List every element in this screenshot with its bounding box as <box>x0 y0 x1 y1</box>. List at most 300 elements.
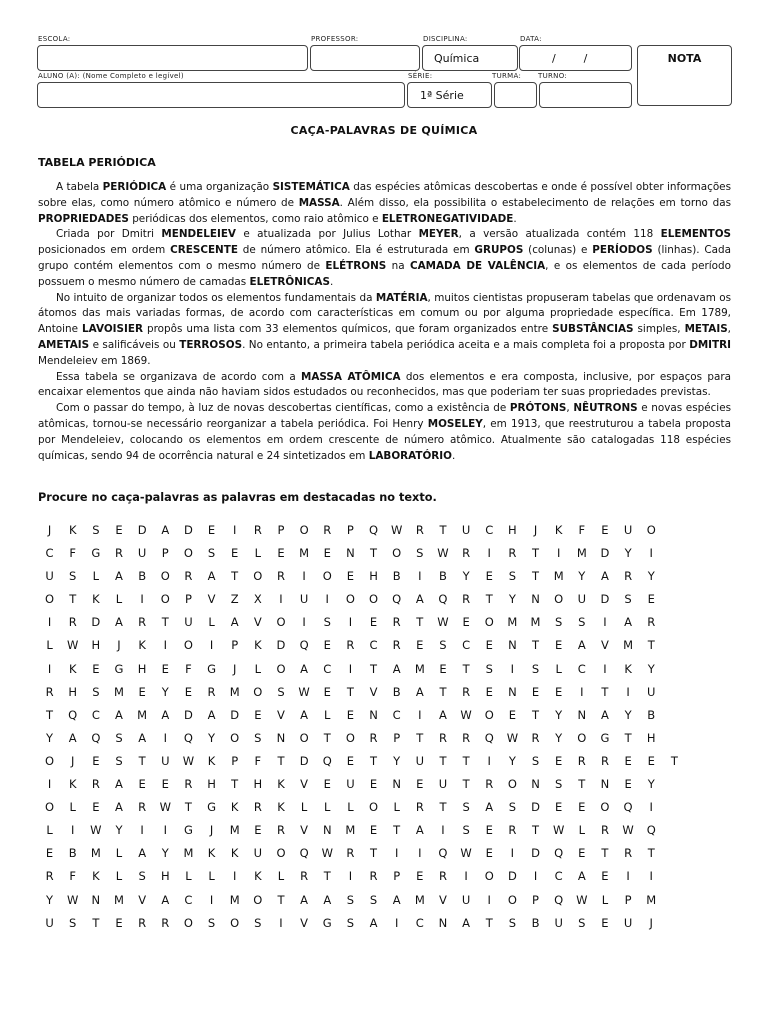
grid-letter[interactable]: I <box>533 869 538 884</box>
grid-letter[interactable]: E <box>485 823 493 838</box>
grid-letter[interactable]: Q <box>322 753 332 768</box>
grid-letter[interactable]: P <box>624 892 632 907</box>
grid-letter[interactable]: L <box>324 707 331 722</box>
grid-letter[interactable]: R <box>392 615 401 630</box>
grid-letter[interactable]: C <box>415 915 424 930</box>
grid-letter[interactable]: S <box>531 753 540 768</box>
grid-letter[interactable]: R <box>91 777 100 792</box>
serie-field[interactable] <box>407 82 492 108</box>
grid-letter[interactable]: Q <box>299 638 309 653</box>
grid-letter[interactable]: L <box>69 800 76 815</box>
grid-letter[interactable]: R <box>508 546 517 561</box>
grid-letter[interactable]: E <box>624 753 632 768</box>
grid-letter[interactable]: M <box>229 684 240 699</box>
turno-field[interactable] <box>539 82 632 108</box>
grid-letter[interactable]: R <box>276 569 285 584</box>
grid-letter[interactable]: I <box>279 592 283 607</box>
grid-letter[interactable]: V <box>300 777 309 792</box>
grid-letter[interactable]: M <box>623 638 634 653</box>
grid-letter[interactable]: L <box>601 892 609 907</box>
grid-letter[interactable]: F <box>578 523 586 537</box>
grid-letter[interactable]: O <box>299 730 309 745</box>
grid-letter[interactable]: I <box>302 569 306 584</box>
grid-letter[interactable]: T <box>277 892 285 907</box>
grid-letter[interactable]: Y <box>555 730 563 745</box>
grid-letter[interactable]: T <box>532 569 540 584</box>
grid-letter[interactable]: M <box>114 684 124 699</box>
grid-letter[interactable]: R <box>138 915 147 930</box>
grid-letter[interactable]: R <box>600 823 609 838</box>
grid-letter[interactable]: U <box>577 592 587 607</box>
grid-letter[interactable]: U <box>45 569 54 584</box>
grid-letter[interactable]: C <box>462 638 471 653</box>
grid-letter[interactable]: S <box>277 684 285 699</box>
grid-letter[interactable]: L <box>393 800 400 815</box>
grid-letter[interactable]: W <box>321 846 333 861</box>
grid-letter[interactable]: H <box>253 777 263 792</box>
grid-letter[interactable]: D <box>276 638 286 653</box>
grid-letter[interactable]: P <box>231 753 239 768</box>
grid-letter[interactable]: I <box>140 592 144 607</box>
grid-letter[interactable]: L <box>92 569 100 584</box>
grid-letter[interactable]: E <box>555 753 563 768</box>
grid-letter[interactable]: M <box>576 546 587 561</box>
grid-letter[interactable]: H <box>137 661 147 676</box>
turma-field[interactable] <box>494 82 537 108</box>
grid-letter[interactable]: I <box>603 661 607 676</box>
grid-letter[interactable]: E <box>555 800 563 815</box>
grid-letter[interactable]: K <box>207 846 216 861</box>
grid-letter[interactable]: P <box>277 523 285 537</box>
grid-letter[interactable]: S <box>555 615 563 630</box>
grid-letter[interactable]: L <box>254 546 262 561</box>
grid-letter[interactable]: O <box>484 615 494 630</box>
grid-letter[interactable]: R <box>392 638 401 653</box>
grid-letter[interactable]: J <box>649 915 653 930</box>
grid-letter[interactable]: T <box>670 753 678 768</box>
grid-letter[interactable]: O <box>554 592 564 607</box>
grid-letter[interactable]: I <box>232 869 237 884</box>
grid-letter[interactable]: F <box>69 546 77 561</box>
grid-letter[interactable]: A <box>115 615 123 630</box>
grid-letter[interactable]: T <box>46 707 54 722</box>
grid-letter[interactable]: S <box>115 730 123 745</box>
grid-letter[interactable]: O <box>253 569 263 584</box>
grid-letter[interactable]: I <box>626 869 630 884</box>
grid-letter[interactable]: T <box>370 753 378 768</box>
grid-letter[interactable]: E <box>184 684 193 699</box>
grid-letter[interactable]: E <box>647 592 655 607</box>
grid-letter[interactable]: A <box>115 707 123 722</box>
grid-letter[interactable]: I <box>487 892 491 907</box>
grid-letter[interactable]: R <box>462 730 471 745</box>
grid-letter[interactable]: V <box>300 915 309 930</box>
grid-letter[interactable]: N <box>369 707 378 722</box>
grid-letter[interactable]: E <box>531 684 540 699</box>
grid-letter[interactable]: T <box>485 592 493 607</box>
grid-letter[interactable]: S <box>346 892 355 907</box>
grid-letter[interactable]: A <box>462 915 471 930</box>
grid-letter[interactable]: O <box>276 661 286 676</box>
grid-letter[interactable]: Y <box>508 753 516 768</box>
grid-letter[interactable]: A <box>138 846 147 861</box>
grid-letter[interactable]: T <box>485 915 493 930</box>
grid-letter[interactable]: E <box>601 523 609 537</box>
grid-letter[interactable]: D <box>507 869 517 884</box>
grid-letter[interactable]: H <box>160 869 170 884</box>
grid-letter[interactable]: Y <box>46 892 54 907</box>
grid-letter[interactable]: K <box>92 869 100 884</box>
grid-letter[interactable]: N <box>322 823 332 838</box>
grid-letter[interactable]: O <box>322 569 332 584</box>
grid-letter[interactable]: A <box>207 707 216 722</box>
grid-letter[interactable]: B <box>392 684 401 699</box>
grid-letter[interactable]: T <box>601 846 609 861</box>
grid-letter[interactable]: R <box>369 730 378 745</box>
grid-letter[interactable]: I <box>464 869 468 884</box>
grid-letter[interactable]: U <box>253 846 263 861</box>
grid-letter[interactable]: R <box>531 730 540 745</box>
grid-letter[interactable]: D <box>531 846 540 861</box>
grid-letter[interactable]: P <box>184 592 192 607</box>
grid-letter[interactable]: S <box>555 777 563 792</box>
grid-letter[interactable]: I <box>487 753 491 768</box>
grid-letter[interactable]: J <box>47 523 52 537</box>
grid-letter[interactable]: R <box>300 869 309 884</box>
grid-letter[interactable]: B <box>531 915 540 930</box>
grid-letter[interactable]: R <box>508 823 517 838</box>
grid-letter[interactable]: W <box>506 730 519 745</box>
grid-letter[interactable]: I <box>556 546 561 561</box>
grid-letter[interactable]: E <box>115 915 123 930</box>
grid-letter[interactable]: G <box>91 546 101 561</box>
grid-letter[interactable]: G <box>600 730 610 745</box>
grid-letter[interactable]: A <box>415 592 424 607</box>
grid-letter[interactable]: I <box>279 915 283 930</box>
grid-letter[interactable]: G <box>322 915 332 930</box>
grid-letter[interactable]: R <box>184 569 193 584</box>
grid-letter[interactable]: A <box>369 915 378 930</box>
grid-letter[interactable]: K <box>554 523 563 537</box>
grid-letter[interactable]: I <box>348 869 353 884</box>
grid-letter[interactable]: E <box>138 777 146 792</box>
grid-letter[interactable]: I <box>603 615 607 630</box>
grid-letter[interactable]: L <box>277 869 285 884</box>
grid-letter[interactable]: R <box>276 823 285 838</box>
grid-letter[interactable]: R <box>207 684 216 699</box>
grid-letter[interactable]: T <box>647 846 655 861</box>
grid-letter[interactable]: Q <box>484 730 494 745</box>
grid-letter[interactable]: W <box>298 684 310 699</box>
grid-letter[interactable]: U <box>415 753 425 768</box>
grid-letter[interactable]: C <box>554 869 563 884</box>
grid-letter[interactable]: L <box>254 661 262 676</box>
grid-letter[interactable]: Y <box>115 823 123 838</box>
grid-letter[interactable]: M <box>553 569 564 584</box>
grid-letter[interactable]: E <box>323 546 331 561</box>
grid-letter[interactable]: I <box>510 846 515 861</box>
grid-letter[interactable]: Q <box>554 892 564 907</box>
grid-letter[interactable]: B <box>138 569 147 584</box>
grid-letter[interactable]: C <box>45 546 54 561</box>
grid-letter[interactable]: R <box>253 800 262 815</box>
grid-letter[interactable]: A <box>415 823 424 838</box>
grid-letter[interactable]: R <box>346 638 355 653</box>
grid-letter[interactable]: K <box>254 638 262 653</box>
grid-letter[interactable]: R <box>45 684 54 699</box>
grid-letter[interactable]: S <box>624 592 632 607</box>
grid-letter[interactable]: E <box>601 915 609 930</box>
grid-letter[interactable]: I <box>418 846 422 861</box>
grid-letter[interactable]: R <box>45 869 54 884</box>
grid-letter[interactable]: A <box>161 707 170 722</box>
grid-letter[interactable]: S <box>69 569 77 584</box>
grid-letter[interactable]: J <box>71 753 75 768</box>
grid-letter[interactable]: A <box>300 892 309 907</box>
grid-letter[interactable]: T <box>69 592 77 607</box>
grid-letter[interactable]: Y <box>647 777 655 792</box>
disciplina-field[interactable] <box>422 45 518 71</box>
grid-letter[interactable]: I <box>580 684 584 699</box>
grid-letter[interactable]: F <box>69 869 77 884</box>
grid-letter[interactable]: H <box>207 777 216 792</box>
grid-letter[interactable]: A <box>300 661 309 676</box>
grid-letter[interactable]: L <box>347 800 354 815</box>
grid-letter[interactable]: O <box>484 869 494 884</box>
grid-letter[interactable]: T <box>323 730 331 745</box>
grid-letter[interactable]: G <box>207 661 217 676</box>
grid-letter[interactable]: O <box>646 523 656 537</box>
grid-letter[interactable]: K <box>68 777 77 792</box>
grid-letter[interactable]: S <box>531 661 540 676</box>
grid-letter[interactable]: E <box>485 638 493 653</box>
grid-letter[interactable]: T <box>647 638 655 653</box>
grid-letter[interactable]: A <box>68 730 77 745</box>
grid-letter[interactable]: N <box>508 684 517 699</box>
grid-letter[interactable]: E <box>92 661 100 676</box>
grid-letter[interactable]: I <box>47 661 52 676</box>
grid-letter[interactable]: T <box>231 569 239 584</box>
grid-letter[interactable]: N <box>91 892 101 907</box>
grid-letter[interactable]: R <box>369 869 378 884</box>
grid-letter[interactable]: Q <box>646 823 656 838</box>
grid-letter[interactable]: O <box>345 592 355 607</box>
grid-letter[interactable]: H <box>68 684 78 699</box>
grid-letter[interactable]: E <box>254 823 262 838</box>
grid-letter[interactable]: T <box>462 777 470 792</box>
grid-letter[interactable]: Y <box>647 569 655 584</box>
grid-letter[interactable]: T <box>370 546 378 561</box>
grid-letter[interactable]: R <box>462 592 471 607</box>
grid-letter[interactable]: K <box>254 869 262 884</box>
grid-letter[interactable]: M <box>90 846 101 861</box>
grid-letter[interactable]: U <box>161 753 170 768</box>
grid-letter[interactable]: L <box>208 869 215 884</box>
grid-letter[interactable]: B <box>68 846 77 861</box>
grid-letter[interactable]: N <box>531 592 540 607</box>
grid-letter[interactable]: E <box>462 615 470 630</box>
grid-letter[interactable]: E <box>138 684 146 699</box>
grid-letter[interactable]: E <box>346 569 355 584</box>
grid-letter[interactable]: R <box>624 846 633 861</box>
grid-letter[interactable]: U <box>299 592 309 607</box>
grid-letter[interactable]: O <box>253 892 263 907</box>
grid-letter[interactable]: E <box>277 546 285 561</box>
grid-letter[interactable]: I <box>325 592 329 607</box>
grid-letter[interactable]: D <box>531 800 540 815</box>
grid-letter[interactable]: B <box>439 569 447 584</box>
grid-letter[interactable]: O <box>230 915 240 930</box>
grid-letter[interactable]: U <box>554 915 563 930</box>
grid-letter[interactable]: O <box>507 892 517 907</box>
grid-letter[interactable]: Q <box>299 846 309 861</box>
grid-letter[interactable]: I <box>163 823 167 838</box>
grid-letter[interactable]: T <box>532 823 540 838</box>
grid-letter[interactable]: W <box>437 546 449 561</box>
grid-letter[interactable]: S <box>92 523 100 537</box>
grid-letter[interactable]: M <box>229 892 240 907</box>
grid-letter[interactable]: O <box>369 800 379 815</box>
grid-letter[interactable]: O <box>45 592 55 607</box>
grid-letter[interactable]: M <box>646 892 657 907</box>
grid-letter[interactable]: E <box>578 800 586 815</box>
grid-letter[interactable]: E <box>416 869 424 884</box>
grid-letter[interactable]: Y <box>624 546 632 561</box>
grid-letter[interactable]: O <box>276 615 286 630</box>
grid-letter[interactable]: T <box>416 730 424 745</box>
grid-letter[interactable]: O <box>299 523 309 537</box>
grid-letter[interactable]: A <box>601 569 609 584</box>
grid-letter[interactable]: K <box>138 638 146 653</box>
grid-letter[interactable]: R <box>462 684 471 699</box>
grid-letter[interactable]: J <box>117 638 121 653</box>
grid-letter[interactable]: L <box>46 638 53 653</box>
grid-letter[interactable]: S <box>254 730 262 745</box>
grid-letter[interactable]: S <box>115 753 123 768</box>
grid-letter[interactable]: W <box>182 753 195 768</box>
nota-field[interactable] <box>637 45 732 106</box>
grid-letter[interactable]: A <box>115 800 123 815</box>
grid-letter[interactable]: I <box>510 661 515 676</box>
grid-letter[interactable]: E <box>161 661 169 676</box>
grid-letter[interactable]: T <box>462 661 470 676</box>
grid-letter[interactable]: T <box>601 684 609 699</box>
grid-letter[interactable]: G <box>207 800 217 815</box>
grid-letter[interactable]: D <box>183 523 193 537</box>
grid-letter[interactable]: O <box>577 730 587 745</box>
grid-letter[interactable]: D <box>137 523 147 537</box>
grid-letter[interactable]: M <box>345 823 356 838</box>
professor-field[interactable] <box>310 45 420 71</box>
grid-letter[interactable]: V <box>253 615 262 630</box>
grid-letter[interactable]: E <box>369 823 378 838</box>
grid-letter[interactable]: T <box>370 846 378 861</box>
grid-letter[interactable]: E <box>508 707 517 722</box>
grid-letter[interactable]: E <box>346 753 355 768</box>
grid-letter[interactable]: D <box>600 592 610 607</box>
grid-letter[interactable]: T <box>346 684 354 699</box>
grid-letter[interactable]: V <box>300 823 309 838</box>
grid-letter[interactable]: M <box>183 846 194 861</box>
grid-letter[interactable]: I <box>394 846 399 861</box>
grid-letter[interactable]: Q <box>623 800 633 815</box>
grid-letter[interactable]: H <box>369 569 378 584</box>
grid-letter[interactable]: S <box>578 915 586 930</box>
grid-letter[interactable]: S <box>462 823 470 838</box>
grid-letter[interactable]: M <box>507 615 518 630</box>
grid-letter[interactable]: K <box>230 800 239 815</box>
grid-letter[interactable]: T <box>323 869 331 884</box>
grid-letter[interactable]: E <box>92 753 100 768</box>
grid-letter[interactable]: E <box>161 777 169 792</box>
grid-letter[interactable]: C <box>91 707 100 722</box>
grid-letter[interactable]: A <box>624 615 633 630</box>
grid-letter[interactable]: U <box>461 892 471 907</box>
grid-letter[interactable]: O <box>183 638 193 653</box>
grid-letter[interactable]: Q <box>183 730 193 745</box>
grid-letter[interactable]: J <box>232 661 237 676</box>
grid-letter[interactable]: Y <box>555 707 563 722</box>
aluno-field[interactable] <box>37 82 405 108</box>
grid-letter[interactable]: I <box>649 546 653 561</box>
grid-letter[interactable]: E <box>323 684 331 699</box>
grid-letter[interactable]: W <box>460 707 472 722</box>
grid-letter[interactable]: I <box>418 569 422 584</box>
grid-letter[interactable]: E <box>92 800 100 815</box>
grid-letter[interactable]: A <box>392 892 401 907</box>
grid-letter[interactable]: E <box>416 638 424 653</box>
grid-letter[interactable]: K <box>68 661 77 676</box>
grid-letter[interactable]: E <box>601 869 609 884</box>
grid-letter[interactable]: R <box>438 730 447 745</box>
grid-letter[interactable]: I <box>140 823 144 838</box>
grid-letter[interactable]: T <box>138 753 146 768</box>
grid-letter[interactable]: R <box>485 777 494 792</box>
grid-letter[interactable]: R <box>323 523 332 537</box>
grid-letter[interactable]: T <box>370 661 378 676</box>
grid-letter[interactable]: N <box>508 638 517 653</box>
grid-letter[interactable]: I <box>487 546 491 561</box>
grid-letter[interactable]: W <box>390 523 403 537</box>
grid-letter[interactable]: W <box>552 823 565 838</box>
grid-letter[interactable]: D <box>299 753 309 768</box>
grid-letter[interactable]: T <box>532 546 540 561</box>
grid-letter[interactable]: S <box>508 800 517 815</box>
grid-letter[interactable]: Y <box>462 569 470 584</box>
grid-letter[interactable]: M <box>299 546 310 561</box>
grid-letter[interactable]: E <box>439 661 447 676</box>
grid-letter[interactable]: E <box>647 753 655 768</box>
grid-letter[interactable]: J <box>533 523 538 537</box>
grid-letter[interactable]: E <box>369 777 378 792</box>
grid-letter[interactable]: A <box>485 800 494 815</box>
grid-letter[interactable]: R <box>624 569 633 584</box>
grid-letter[interactable]: I <box>441 823 445 838</box>
grid-letter[interactable]: C <box>392 707 401 722</box>
grid-letter[interactable]: L <box>208 615 215 630</box>
data-field[interactable] <box>519 45 632 71</box>
grid-letter[interactable]: T <box>277 753 285 768</box>
grid-letter[interactable]: N <box>392 777 401 792</box>
grid-letter[interactable]: Z <box>230 592 239 607</box>
grid-letter[interactable]: D <box>183 707 193 722</box>
grid-letter[interactable]: Y <box>393 753 401 768</box>
grid-letter[interactable]: L <box>115 846 123 861</box>
grid-letter[interactable]: O <box>160 569 170 584</box>
grid-letter[interactable]: Y <box>208 730 216 745</box>
grid-letter[interactable]: U <box>623 523 633 537</box>
grid-letter[interactable]: Q <box>68 707 78 722</box>
